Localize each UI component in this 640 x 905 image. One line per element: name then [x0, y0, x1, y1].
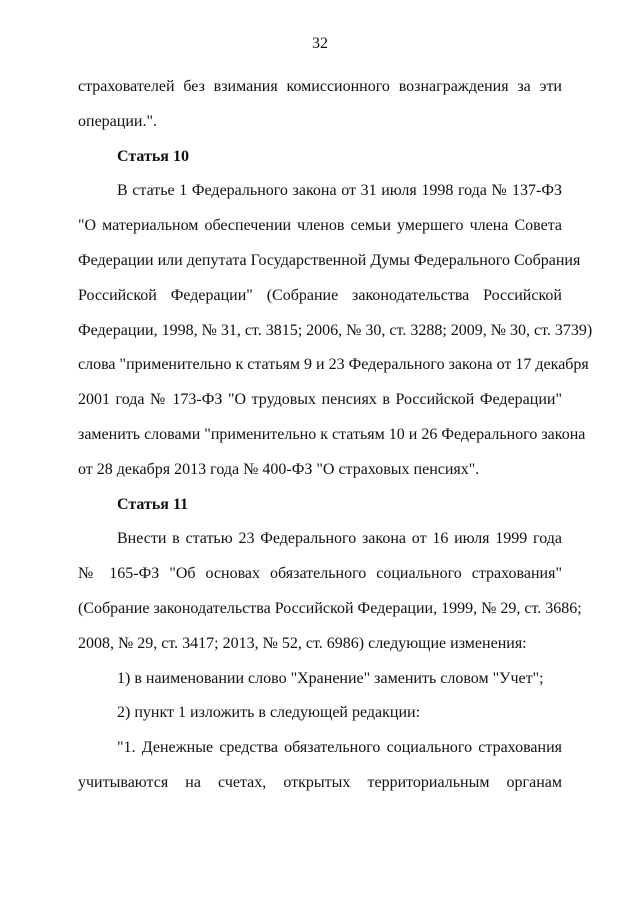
article-10-line-8: заменить словами "применительно к статьям 10 и 26 Федерального закона [78, 426, 586, 443]
text-line-1: страхователей без взимания комиссионного вознаграждения за эти [78, 78, 562, 95]
article-10-line-2: "О материальном обеспечении членов семьи умершего члена Совета [78, 217, 562, 234]
article-10-line-4: Российской Федерации" (Собрание законодательства Российской [78, 287, 562, 304]
article-10-line-1: В статье 1 Федерального закона от 31 июля 1998 года № 137-ФЗ [117, 182, 562, 199]
article-11-quote-line-1: "1. Денежные средства обязательного социального страхования [117, 739, 562, 756]
article-11-line-4: 2008, № 29, ст. 3417; 2013, № 52, ст. 6986) следующие изменения: [78, 635, 527, 652]
article-10-line-9: от 28 декабря 2013 года № 400-ФЗ "О страховых пенсиях". [78, 461, 480, 478]
article-11-line-1: Внести в статью 23 Федерального закона от 16 июля 1999 года [117, 530, 562, 547]
article-11-item-2: 2) пункт 1 изложить в следующей редакции: [117, 704, 421, 721]
article-11-quote-line-2: учитываются на счетах, открытых территориальным органам [78, 774, 562, 791]
article-10-line-6: слова "применительно к статьям 9 и 23 Федерального закона от 17 декабря [78, 356, 589, 373]
article-11-line-2: № 165-ФЗ "Об основах обязательного социального страхования" [78, 565, 562, 582]
page-number: 32 [312, 35, 328, 52]
article-11-heading: Статья 11 [117, 496, 189, 513]
article-10-line-5: Федерации, 1998, № 31, ст. 3815; 2006, № 30, ст. 3288; 2009, № 30, ст. 3739) [78, 322, 593, 339]
text-line-2: операции.". [78, 113, 157, 130]
article-11-item-1: 1) в наименовании слово "Хранение" заменить словом "Учет"; [117, 670, 544, 687]
article-10-line-7: 2001 года № 173-ФЗ "О трудовых пенсиях в Российской Федерации" [78, 391, 562, 408]
article-11-line-3: (Собрание законодательства Российской Федерации, 1999, № 29, ст. 3686; [78, 600, 582, 617]
article-10-line-3: Федерации или депутата Государственной Думы Федерального Собрания [78, 252, 581, 269]
article-10-heading: Статья 10 [117, 148, 189, 165]
